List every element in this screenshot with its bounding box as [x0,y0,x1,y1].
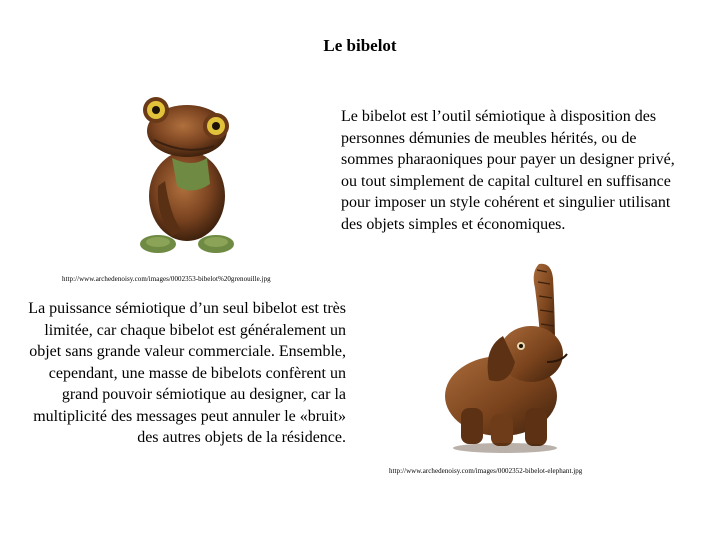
intro-paragraph: Le bibelot est l’outil sémiotique à disposition des personnes démunies de meubles hérités, ou de sommes pharaoniques pour payer un designer privé, ou tout simplement de capital culturel en suffisance pour imposer un style cohérent et singulier utilisant des objets simples et économiques. [341,108,675,233]
frog-image-url: http://www.archedenoisy.com/images/0002353-bibelot%20grenouille.jpg [62,275,271,283]
semiotic-paragraph: La puissance sémiotique d’un seul bibelot est très limitée, car chaque bibelot est généralement un objet sans grande valeur commerciale. Ensemble, cependant, une masse de bibelots confèrent un grand pouvoir sémiotique au designer, car la multiplicité des messages peut annuler le «bruit» des autres objets de la résidence. [28,300,346,446]
slide-title: Le bibelot [323,36,397,55]
elephant-image-url: http://www.archedenoisy.com/images/0002352-bibelot-elephant.jpg [389,467,583,475]
frog-figurine-image [132,96,242,256]
elephant-figurine-image [443,258,583,454]
